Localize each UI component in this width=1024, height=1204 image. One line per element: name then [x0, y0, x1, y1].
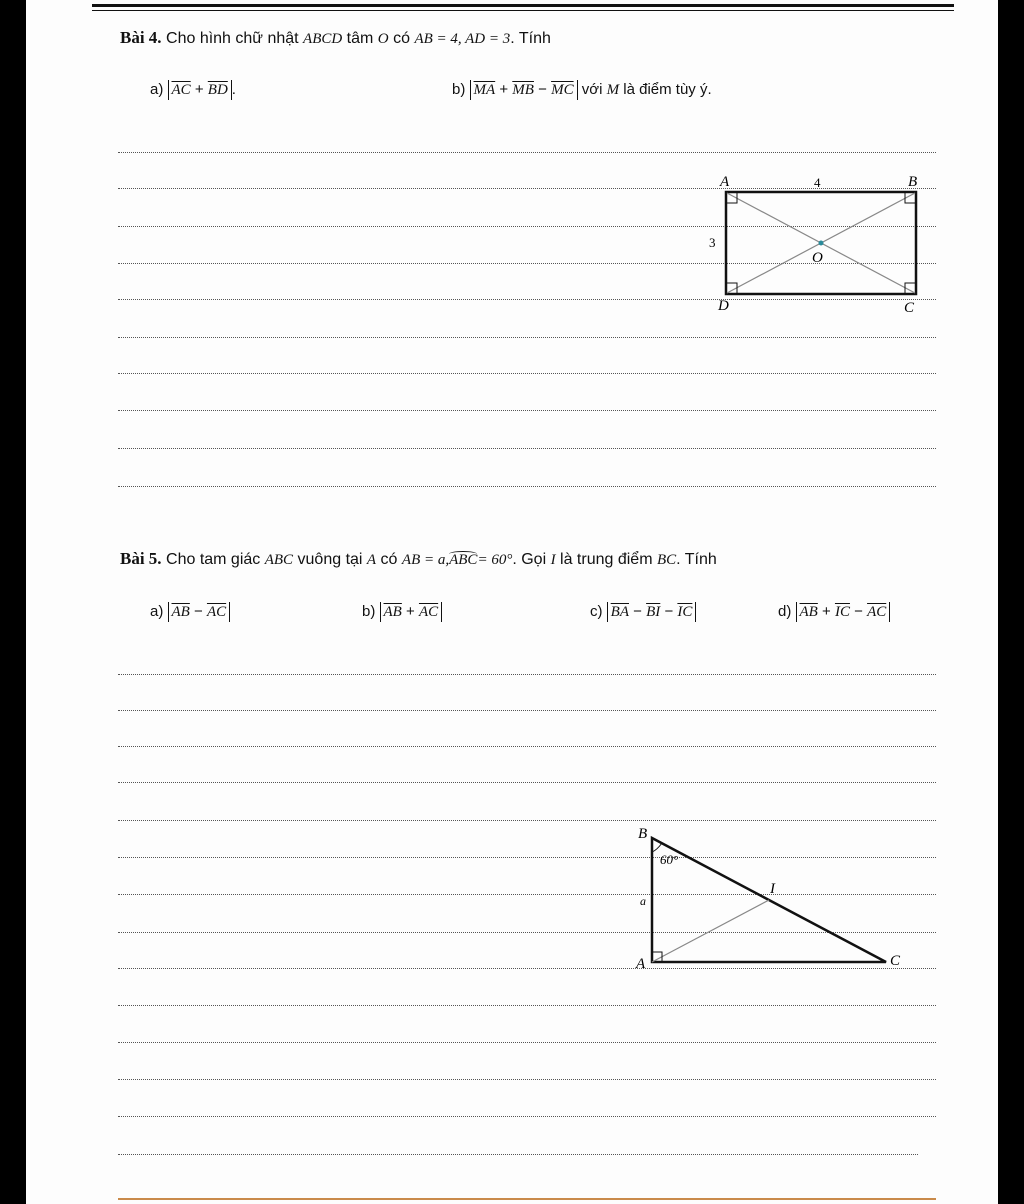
vector: $\overline{IC}$: [834, 604, 850, 620]
operator: −: [538, 81, 547, 98]
part-label: b): [362, 603, 376, 620]
vertex-label-c: C: [904, 300, 915, 316]
vertex-label-d: D: [718, 298, 729, 314]
midpoint-label-i: I: [770, 881, 775, 897]
vector: $\overline{AB}$: [799, 604, 818, 620]
operator: +: [406, 603, 415, 620]
operator: +: [194, 81, 204, 98]
vertex-label-a: A: [720, 174, 730, 190]
text: . Tính: [676, 551, 717, 568]
operator: −: [633, 603, 642, 620]
vertex-label-c: C: [890, 953, 901, 969]
text: . Tính: [510, 30, 551, 47]
length-label-ad: 3: [709, 235, 716, 250]
vertex-label-b: B: [638, 826, 648, 842]
vector: $\overline{AC}$: [171, 82, 191, 98]
operator: +: [822, 603, 831, 620]
vector: $\overline{AB}$: [171, 604, 190, 620]
vector: $\overline{BA}$: [610, 604, 629, 620]
part-label: c): [590, 603, 603, 620]
operator: +: [499, 81, 509, 98]
part-label: b): [452, 81, 466, 98]
angle-arc-b: [652, 843, 662, 852]
vector: $\overline{AC}$: [206, 604, 227, 620]
vertex-name: A: [366, 552, 377, 568]
given-side: AB = a,: [401, 552, 450, 568]
part-label: d): [778, 603, 792, 620]
angle-name: ABC: [449, 552, 478, 568]
median-ai: [652, 900, 769, 962]
text: .: [231, 81, 236, 98]
part-label: a): [150, 603, 164, 620]
given-values: AB = 4, AD = 3: [414, 31, 511, 47]
angle-label: 60°: [660, 852, 679, 867]
vertex-label-b: B: [908, 174, 918, 190]
bottom-rule: [118, 1198, 936, 1200]
exercise-4-number: Bài 4.: [120, 28, 162, 47]
vector: $\overline{AC}$: [867, 604, 887, 620]
text: tâm: [346, 30, 374, 47]
vector: $\overline{BI}$: [646, 604, 661, 620]
vector: $\overline{AB}$: [383, 604, 402, 620]
rect-name: ABCD: [303, 31, 343, 47]
vector: $\overline{MA}$: [473, 82, 496, 98]
part-label: a): [150, 81, 164, 98]
vector: $\overline{MB}$: [512, 82, 534, 98]
vector: $\overline{AC}$: [418, 604, 439, 620]
midpoint-name: I: [550, 552, 556, 568]
text: với: [581, 81, 603, 98]
triangle-name: ABC: [264, 552, 294, 568]
text: là trung điểm: [560, 551, 653, 568]
text: Cho tam giác: [166, 551, 261, 568]
text: . Gọi: [512, 551, 547, 568]
operator: −: [194, 603, 203, 620]
segment-name: BC: [656, 552, 677, 568]
center-label-o: O: [812, 250, 823, 266]
vector: $\overline{IC}$: [677, 604, 693, 620]
point-name: M: [606, 82, 620, 98]
vector: $\overline{BD}$: [207, 82, 228, 98]
text: Cho hình chữ nhật: [166, 30, 299, 47]
length-label-ab: 4: [814, 175, 821, 190]
operator: −: [854, 603, 863, 620]
center-name: O: [377, 31, 389, 47]
text: là điểm tùy ý.: [623, 81, 712, 98]
text: có: [393, 30, 410, 47]
text: vuông tại: [297, 551, 363, 568]
text: có: [380, 551, 398, 568]
side-label-a: a: [640, 894, 646, 908]
given-angle: = 60°: [477, 552, 513, 568]
operator: −: [664, 603, 674, 620]
vertex-label-a: A: [636, 956, 646, 972]
vector: $\overline{MC}$: [551, 82, 574, 98]
exercise-5-number: Bài 5.: [120, 549, 162, 568]
